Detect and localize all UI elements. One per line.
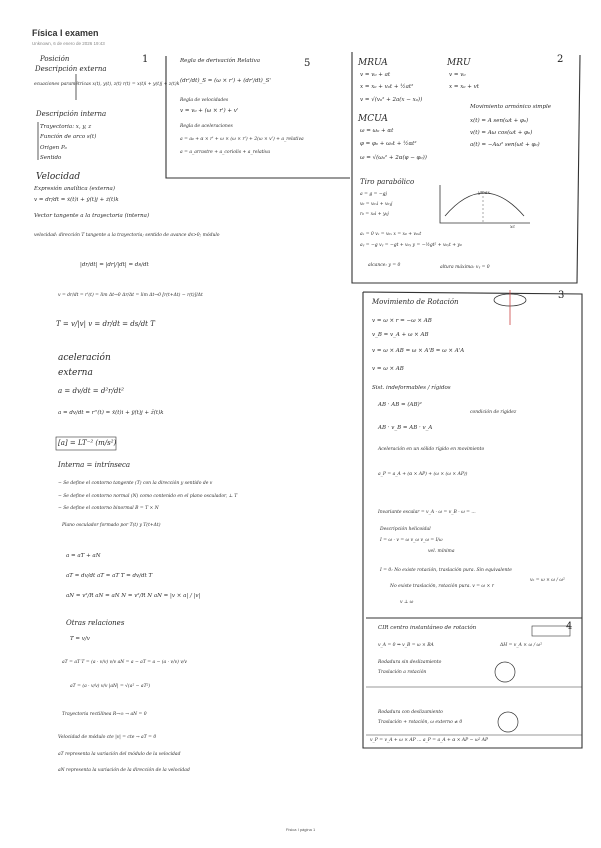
note-line: Otras relaciones [66, 619, 125, 627]
note-line: aT = aT T = (a · v/v) v/v aN = a − aT = a − (a · v/v) v/v [62, 660, 187, 665]
note-line: a = a₀ + α × r' + ω × (ω × r') + 2(ω × v') + a_relativa [180, 137, 304, 142]
note-line: v = ω × r = −ω × AB [372, 318, 432, 324]
note-line: φ = φ₀ + ω₀t + ½αt² [360, 141, 417, 147]
note-line: x = x₀ + v₀t + ½at² [360, 84, 414, 90]
page-footer: Física I página 1 [285, 827, 316, 832]
note-line: Descripción interna [36, 110, 107, 118]
section-number-5: 5 [304, 58, 311, 69]
note-heading: Movimiento armónico simple [470, 104, 552, 110]
note-line: a = aT + aN [66, 553, 101, 559]
note-line: No existe traslación, rotación pura. v = ω × r [390, 584, 494, 589]
note-line: Vector tangente a la trayectoria (interna) [34, 213, 150, 219]
note-line: v = ω × AB [372, 366, 404, 372]
note-line: Plano osculador formado por T(t) y T(t+Δt) [62, 523, 161, 528]
note-heading: MRUA [358, 58, 388, 68]
note-heading: MRU [447, 58, 471, 68]
note-line: a_P = a_A + (α × AP) + (ω × (ω × AP)) [378, 472, 468, 477]
note-line: ΔH = v_A × ω / ω² [500, 643, 542, 648]
note-line: Regla de velocidades [180, 98, 229, 103]
note-line: Traslación a rotación [378, 670, 427, 675]
note-heading: MCUA [358, 114, 388, 124]
note-line: I = 0: No existe rotación, traslación pura. Sin equivalente [380, 568, 512, 573]
note-line: Trayectoria: x, y, z [40, 124, 92, 130]
note-heading: aceleración [58, 353, 111, 363]
note-line: alcance: y = 0 [368, 263, 401, 268]
note-line: Sentido [40, 155, 62, 161]
note-heading: Velocidad [36, 172, 81, 182]
note-line: Velocidad de módulo cte |v| = cte → aT = 0 [58, 735, 157, 740]
note-line: T = v/v [70, 636, 90, 642]
note-line: AB · AB = (AB)² [378, 402, 422, 408]
note-line: Trayectoria rectilínea R→∞ → aN = 0 [62, 712, 147, 717]
note-line: Invariante escalar = v_A · ω = v_B · ω = ... [378, 510, 476, 515]
note-line: aT representa la variación del módulo de la velocidad [58, 752, 181, 757]
note-line: − Se define el contorno normal (N) como contenido en el plano osculador, ⊥ T [58, 494, 238, 499]
note-line: v = dr/dt = ẋ(t)i + ẏ(t)j + ż(t)k [34, 197, 119, 203]
note-line: vₙ = ω × ω / ω² [530, 578, 565, 583]
note-heading: Rodadura sin deslizamiento [378, 660, 442, 665]
note-line: v(t) = Aω cos(ωt + φ₀) [470, 130, 533, 136]
note-line: v ⊥ ω [400, 600, 414, 605]
note-line: aT = dv/dt aT = aT T = dv/dt T [66, 573, 153, 579]
note-line: a = a_arrastre + a_coriolis + a_relativa [180, 150, 271, 155]
graph-label-ymax: ymax [478, 191, 491, 196]
note-line: aᵧ = −g vᵧ = −gt + v₀ᵧ y = −½gt² + v₀ᵧt + y₀ [360, 243, 462, 248]
note-line: v_A = 0 ⇒ v_B = ω × BA [378, 643, 434, 648]
note-line: |dr/dt| = |dr|/|dt| = ds/dt [80, 262, 149, 268]
note-line: ω = ω₀ + αt [360, 128, 394, 134]
note-line: aₓ = 0 vₓ = v₀ₓ x = x₀ + v₀ₓt [360, 232, 422, 237]
note-line: a = g = −gj [360, 192, 387, 197]
note-line: AB · v_B = AB · v_A [378, 425, 433, 431]
note-line: v_P = v_A + ω × AP ... a_P = a_A + α × AP − ω² AP [370, 738, 489, 743]
note-line: velocidad: dirección T tangente a la trayectoria; sentido de avance ds>0; módulo [34, 233, 220, 238]
note-line: v = √(v₀² + 2a(x − x₀)) [360, 97, 423, 103]
note-line: a(t) = −Aω² sen(ωt + φ₀) [470, 142, 540, 148]
note-line: v = v₀ + at [360, 72, 391, 78]
note-line: − Se define el contorno tangente (T) con la dirección y sentido de v [58, 481, 213, 486]
note-line: ecuaciones paramétricas x(t), y(t), z(t) r(t) = x(t)i + y(t)j + z(t)k [34, 82, 180, 87]
note-line: aN = v²/R aN = aN N = v²/R N aN = |v × a| / |v| [66, 593, 201, 599]
note-line: v = v₀ + (ω × r') + v' [180, 108, 239, 114]
note-line: Función de arco s(t) [40, 134, 97, 140]
note-line: Descripción externa [35, 65, 107, 73]
note-line: Aceleración en un sólido rígido en movimiento [378, 447, 485, 452]
section-number-4: 4 [566, 621, 573, 632]
note-line: ω = √(ω₀² + 2α(φ − φ₀)) [360, 155, 427, 161]
note-line: I = ω · v = ω v_ω v_ω = I/ω [380, 538, 443, 543]
note-line: a = dv/dt = r''(t) = ẍ(t)i + ÿ(t)j + z̈(t)k [58, 410, 164, 416]
note-line: v = dr/dt = r'(t) = lim Δt→0 Δr/Δt = lim Δt→0 [r(t+Δt) − r(t)]/Δt [58, 293, 203, 298]
note-line: Interna = intrínseca [58, 461, 131, 469]
note-line: vel. mínima [428, 549, 455, 554]
note-heading: Rodadura con deslizamiento [378, 710, 443, 715]
note-line: Traslación + rotación, ω externo ≠ 0 [378, 720, 463, 725]
note-line: Descripción helicoidal [380, 527, 431, 532]
note-heading: Tiro parabólico [360, 178, 415, 186]
note-line: x(t) = A sen(ωt + φ₀) [470, 118, 529, 124]
note-line: Regla de aceleraciones [180, 124, 233, 129]
note-line: Posición [40, 55, 70, 63]
note-line: externa [58, 368, 93, 378]
note-line: aT = (a · v/v) v/v |aN| = √(a² − aT²) [70, 684, 151, 689]
note-line: v₀ = v₀ₓi + v₀ᵧj [360, 202, 393, 207]
note-line: Expresión analítica (externa) [34, 186, 115, 192]
note-heading: Regla de derivación Relativa [180, 58, 261, 64]
note-line: v = ω × AB = ω × A'B = ω × A'A [372, 348, 465, 354]
note-line: aN representa la variación de la dirección de la velocidad [58, 768, 190, 773]
note-line: v = v₀ [449, 72, 466, 78]
note-line: T = v/|v| v = dr/dt = ds/dt T [56, 320, 155, 328]
graph-label-xc: xc [510, 225, 516, 230]
note-heading: CIR centro instantáneo de rotación [378, 625, 477, 631]
page-subtitle: Unknown, 6 de enero de 2026 19:43 [32, 41, 105, 46]
section-number-1: 1 [142, 54, 149, 65]
note-heading: Movimiento de Rotación [372, 298, 459, 306]
section-number-2: 2 [557, 54, 564, 65]
page-title: Física I examen [32, 28, 99, 38]
note-line: r₀ = x₀i + y₀j [360, 212, 389, 217]
note-line: Origen P₀ [40, 145, 67, 151]
note-line: condición de rigidez [470, 410, 517, 415]
note-line: v_B = v_A + ω × AB [372, 332, 429, 338]
note-line: − Se define el contorno binormal B = T × N [58, 506, 159, 511]
note-line: (dr'/dt)_S = (ω × r') + (dr'/dt)_S' [180, 78, 271, 84]
note-line: Sist. indeformables / rígidos [372, 385, 451, 391]
note-line: a = dv/dt = d²r/dt² [58, 387, 124, 395]
section-number-3: 3 [558, 290, 565, 301]
note-line: [a] = LT⁻² (m/s²) [58, 439, 117, 447]
note-line: altura máxima: vᵧ = 0 [440, 265, 490, 270]
note-line: x = x₀ + vt [449, 84, 479, 90]
